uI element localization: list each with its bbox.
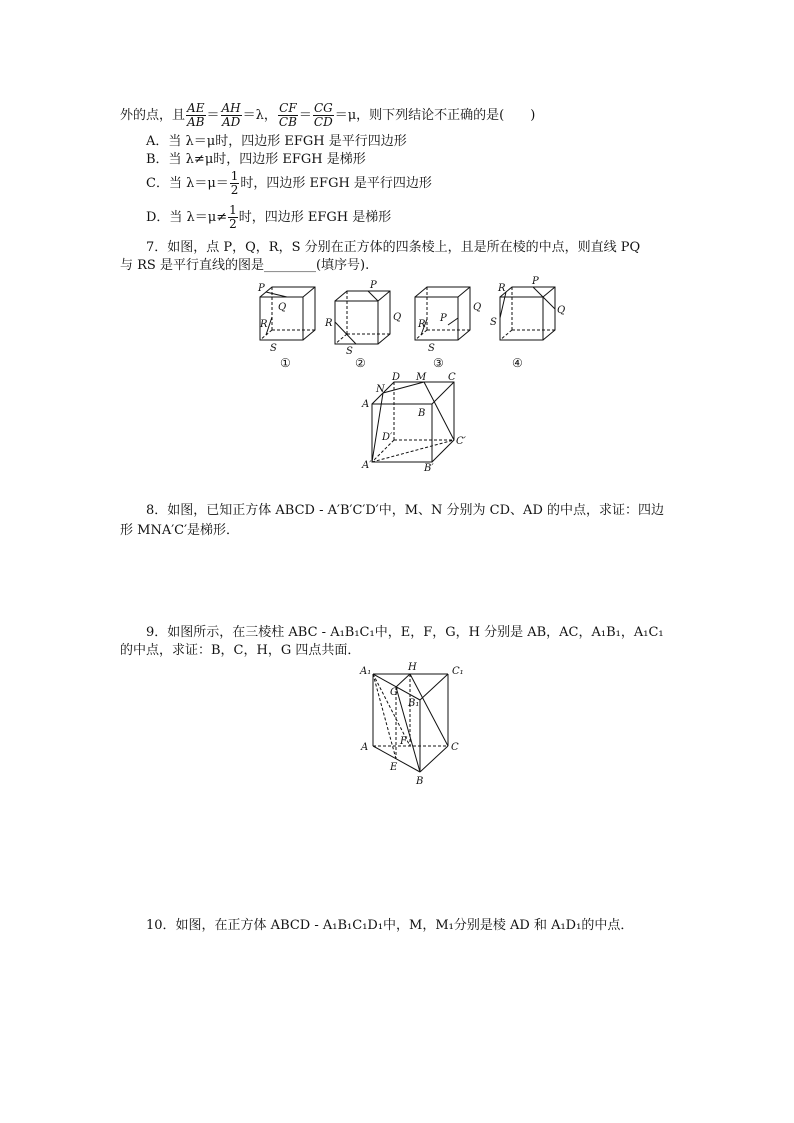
svg-text:E: E bbox=[390, 762, 398, 773]
svg-text:R: R bbox=[498, 283, 506, 294]
svg-text:S: S bbox=[346, 346, 353, 357]
q10-text-line1: 10．如图，在正方体 ABCD - A₁B₁C₁D₁中，M，M₁分别是棱 AD 和 A₁D₁的中点． bbox=[146, 918, 634, 933]
fraction-one-half: $\frac{1}{2}$ bbox=[230, 169, 239, 197]
svg-text:C′: C′ bbox=[456, 436, 466, 447]
svg-text:Q: Q bbox=[473, 302, 482, 313]
q6-option-a: A．当 λ＝μ时，四边形 EFGH 是平行四边形 bbox=[146, 134, 407, 149]
svg-text:P: P bbox=[370, 280, 377, 291]
svg-text:F: F bbox=[400, 736, 407, 747]
q6-option-b: B．当 λ≠μ时，四边形 EFGH 是梯形 bbox=[146, 152, 366, 167]
svg-text:B′: B′ bbox=[424, 463, 434, 472]
svg-text:Q: Q bbox=[278, 302, 287, 313]
svg-text:S: S bbox=[428, 343, 435, 354]
cube-4 bbox=[500, 287, 555, 340]
svg-text:D′: D′ bbox=[382, 432, 393, 443]
svg-text:C: C bbox=[451, 742, 459, 753]
svg-text:M: M bbox=[416, 372, 427, 383]
q8-cube-figure bbox=[360, 372, 470, 472]
svg-text:S: S bbox=[270, 343, 277, 354]
svg-text:G: G bbox=[390, 687, 398, 698]
cube-label-2: ② bbox=[355, 356, 366, 370]
cube-label-3: ③ bbox=[433, 356, 444, 370]
q7-cubes-figure bbox=[250, 275, 580, 373]
svg-text:A: A bbox=[362, 399, 370, 410]
q6-stem: 外的点，且 $\frac{AE}{AB}$ ＝ $\frac{AH}{AD}$ ＝λ， $\frac{CF}{CB}$ ＝ $\frac{CG}{CD}$ ＝μ，则下列结论不正确的是( ) bbox=[120, 101, 536, 129]
fraction-cg-cd: $\frac{CG}{CD}$ bbox=[313, 101, 333, 129]
svg-text:R: R bbox=[325, 318, 333, 329]
svg-text:S: S bbox=[490, 317, 497, 328]
q7-text-line1: 7．如图，点 P，Q，R，S 分别在正方体的四条棱上，且是所在棱的中点，则直线 PQ bbox=[146, 240, 641, 255]
cube-1 bbox=[260, 287, 315, 340]
q7-text-line2: 与 RS 是平行直线的图是________(填序号). bbox=[120, 258, 370, 273]
cube-label-1: ① bbox=[280, 356, 291, 370]
svg-text:Q: Q bbox=[393, 312, 402, 323]
fraction-cf-cb: $\frac{CF}{CB}$ bbox=[278, 101, 297, 129]
svg-text:R: R bbox=[418, 319, 426, 330]
svg-text:A₁: A₁ bbox=[360, 666, 372, 677]
svg-text:H: H bbox=[408, 662, 417, 673]
q6-option-d: D．当 λ＝μ≠ $\frac{1}{2}$ 时，四边形 EFGH 是梯形 bbox=[146, 203, 392, 231]
q8-text-line2: 形 MNA′C′是梯形． bbox=[120, 523, 240, 538]
svg-text:N: N bbox=[376, 384, 385, 395]
svg-text:B₁: B₁ bbox=[408, 698, 420, 709]
svg-text:B: B bbox=[418, 408, 426, 419]
svg-text:A′: A′ bbox=[362, 460, 372, 471]
svg-text:P: P bbox=[258, 283, 265, 294]
svg-text:D: D bbox=[392, 372, 401, 383]
svg-text:C: C bbox=[448, 372, 456, 383]
fraction-ah-ad: $\frac{AH}{AD}$ bbox=[221, 101, 241, 129]
q9-text-line2: 的中点，求证：B，C，H，G 四点共面． bbox=[120, 643, 361, 658]
svg-text:B: B bbox=[416, 776, 424, 787]
q8-text-line1: 8．如图，已知正方体 ABCD - A′B′C′D′中，M、N 分别为 CD、AD 的中点，求证：四边 bbox=[146, 503, 664, 518]
cube-2 bbox=[335, 291, 390, 344]
svg-text:R: R bbox=[260, 319, 268, 330]
q9-text-line1: 9．如图所示，在三棱柱 ABC - A₁B₁C₁中，E，F，G，H 分别是 AB，AC，A₁B₁，A₁C₁ bbox=[146, 625, 664, 640]
svg-text:P: P bbox=[532, 276, 539, 287]
fraction-ae-ab: $\frac{AE}{AB}$ bbox=[187, 101, 205, 129]
svg-text:C₁: C₁ bbox=[452, 666, 464, 677]
fraction-one-half: $\frac{1}{2}$ bbox=[229, 203, 237, 231]
svg-text:P: P bbox=[440, 313, 447, 324]
q6-option-c: C．当 λ＝μ＝ $\frac{1}{2}$ 时，四边形 EFGH 是平行四边形 bbox=[146, 169, 432, 197]
svg-text:A: A bbox=[361, 742, 369, 753]
q9-prism-figure bbox=[358, 660, 468, 790]
svg-text:Q: Q bbox=[557, 305, 566, 316]
cube-label-4: ④ bbox=[512, 356, 523, 370]
